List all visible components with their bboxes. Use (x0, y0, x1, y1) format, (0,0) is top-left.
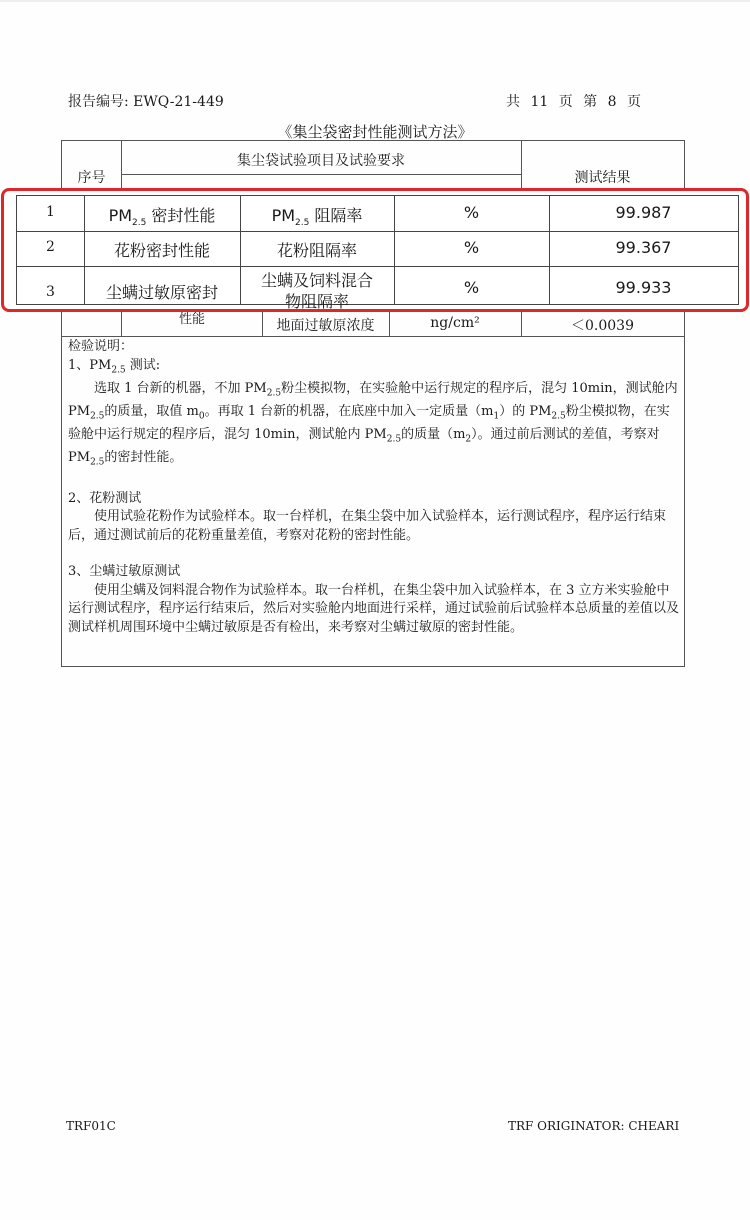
highlight-box (1, 188, 749, 312)
s1-title-pre: 1、PM (68, 357, 112, 373)
row1-test-suffix: 阻隔率 (309, 206, 363, 225)
report-number: 报告编号: EWQ-21-449 (68, 94, 224, 110)
col-result-header: 测试结果 (574, 170, 631, 186)
row2-test: 花粉阻隔率 (276, 241, 357, 260)
top-edge (0, 0, 750, 2)
s1-e: 粉尘模拟物，在实验舱中运行规定的程序后，混匀 10min，测试舱内 PM (68, 403, 670, 442)
s1-h: 的密封性能。 (104, 449, 183, 465)
inspection-notes (68, 338, 680, 637)
s1-g: ）。通过前后测试的差值，考察对 PM (68, 426, 660, 465)
row3-test-line1: 尘螨及饲料混合 (260, 271, 373, 290)
s1-d: ）的 PM (499, 403, 552, 419)
row1-value: 99.987 (615, 203, 672, 222)
page-info: 共 11 页 第 8 页 (506, 94, 641, 110)
footer-originator: TRF ORIGINATOR: CHEARI (508, 1119, 680, 1133)
notes-heading: 检验说明： (68, 339, 134, 354)
row1-item-suffix: 密封性能 (146, 206, 216, 225)
s1-b: 粉尘模拟物，在实验舱中运行规定的程序后，混匀 10min，测试舱内 PM (68, 380, 678, 419)
col-seq-header: 序号 (77, 170, 106, 186)
row3-unit: % (463, 278, 480, 297)
s1-a: 选取 1 台新的机器，不加 PM (94, 380, 267, 396)
row1-test (240, 203, 394, 228)
row2-number: 2 (46, 239, 55, 255)
row1-unit: % (463, 203, 480, 222)
section3-body: 使用尘螨及饲料混合物作为试验样本。取一台样机，在集尘袋中加入试验样本，在 3 立方米实验舱中运行测试程序，程序运行结束后，然后对实验舱内地面进行采样，通过试验前后试验样本总质量的差值以及测试样机周围环境中尘螨过敏原是否有检出，来考察对尘螨过敏原的密封性能。 (68, 582, 680, 635)
row1-item (84, 203, 240, 228)
row1-item-subscript: 2.5 (132, 218, 147, 229)
document-title: 《集尘袋密封性能测试方法》 (277, 123, 473, 141)
section3-title: 3、尘螨过敏原测试 (68, 564, 181, 580)
row1-test-prefix: PM (271, 206, 296, 225)
section2-body: 使用试验花粉作为试验样本。取一台样机，在集尘袋中加入试验样本，运行测试程序，程序运行结束后，通过测试前后的花粉重量差值，考察对花粉的密封性能。 (68, 509, 667, 543)
row3-number: 3 (46, 284, 55, 300)
row3-partial-text: 性能 (178, 312, 205, 327)
col-items-header: 集尘袋试验项目及试验要求 (237, 153, 405, 169)
row2-value: 99.367 (615, 238, 672, 257)
row3-item: 尘螨过敏原密封 (105, 283, 218, 302)
section2-title: 2、花粉测试 (68, 490, 142, 506)
section1-title: 1、$PM_{2.5}$ 测试: (68, 357, 161, 376)
s1-c2: 。再取 1 台新的机器，在底座中加入一定质量（m (204, 403, 494, 419)
row3-test-line2: 物阻隔率 (284, 292, 349, 311)
row2-item: 花粉密封性能 (113, 241, 210, 260)
allergen-concentration-value: ＜0.0039 (571, 318, 634, 334)
s1-title-post: 测试: (125, 357, 161, 373)
row2-unit: % (463, 238, 480, 257)
highlighted-rows (16, 195, 739, 311)
s1-c: 的质量，取值 m (104, 403, 199, 419)
allergen-concentration-label: 地面过敏原浓度 (276, 318, 375, 334)
row1-test-subscript: 2.5 (295, 218, 310, 229)
row1-number: 1 (46, 204, 55, 220)
row3-value: 99.933 (615, 278, 672, 297)
row1-item-prefix: PM (108, 206, 133, 225)
allergen-concentration-unit: ng/cm² (430, 315, 480, 331)
s1-f: 的质量（m (401, 426, 466, 442)
footer-form-code: TRF01C (66, 1119, 116, 1133)
section1-body: 选取 1 台新的机器，不加 $PM_{2.5}$粉尘模拟物，在实验舱中运行规定的程序后，混匀 10min，测试舱内 $PM_{2.5}$的质量，取值 $m_0$。再取 1 台新的机器，在底座中加入一定质量$(m_1)$的 $PM_{2.5}$粉尘模拟物，在实验舱中运行规定的程序后，混匀 10min，测试舱内 $PM_{2.5}$的质量$(m_2)$。通过前后测试的差值，考察对 $PM_{2.5}$的密封性能。 (68, 380, 678, 468)
